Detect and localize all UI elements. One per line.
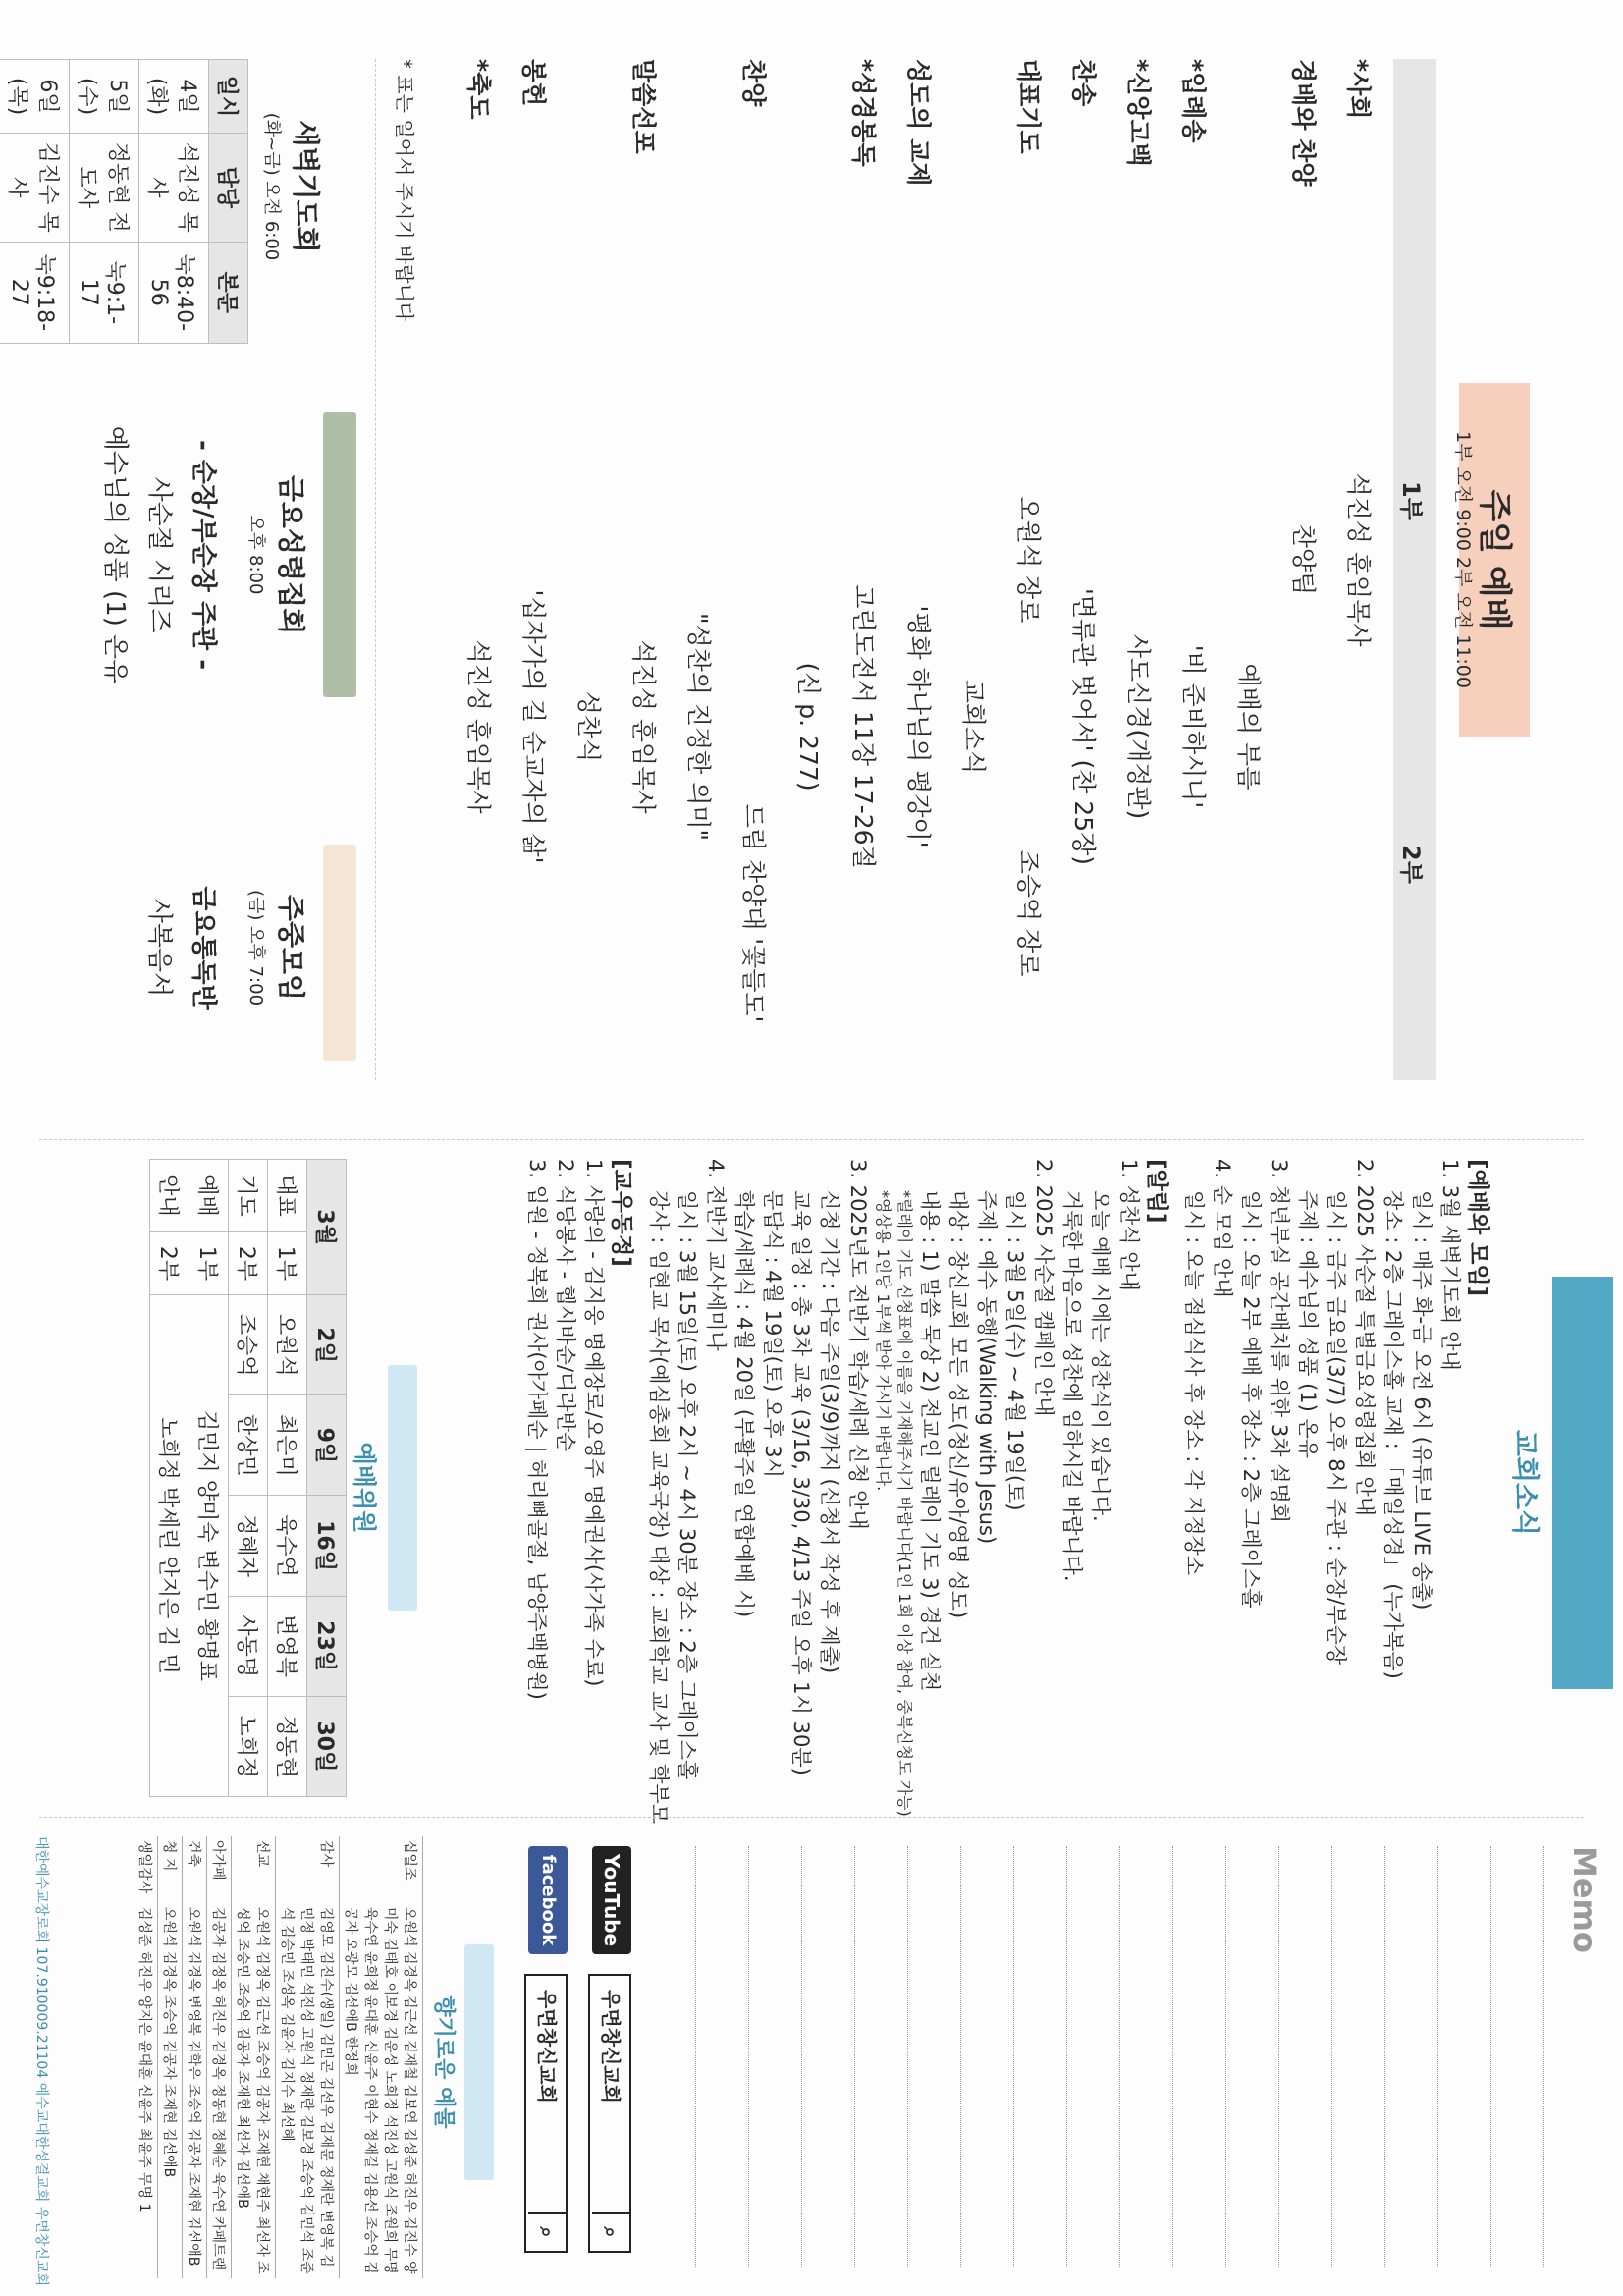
- worship-row: [502, 59, 553, 1080]
- offering-row: [207, 1836, 232, 2278]
- servers-date: 23일: [307, 1596, 347, 1696]
- offering-row: [340, 1836, 423, 2278]
- news-item-detail: 장소 : 2층 그레이스홀 교재 : 「매일성경」 (누가복음): [1381, 1190, 1405, 1679]
- worship-row-label: *축도: [464, 59, 493, 120]
- memo-line: [854, 1846, 855, 2267]
- dawn-cell: 정동현 전도사: [70, 134, 139, 242]
- dawn-row: [0, 60, 70, 344]
- weekend-line2: 사복음서: [144, 898, 174, 998]
- notice-detail: 교육 일정 : 총 3차 교육 (3/16, 3/30, 4/13 주일 오후 1시 30분): [789, 1190, 813, 1776]
- youtube-logo: [592, 1846, 631, 1954]
- dawn-header-cell: 본문: [209, 242, 248, 343]
- news-item-detail: 일시 : 오늘 2부 예배 후 장소 : 2층 그레이스홀: [1239, 1190, 1263, 1609]
- worship-row-center: '면류관 벗어서' (찬 25장): [1069, 587, 1098, 866]
- worship-row-center: 사도신경(개정판): [1124, 633, 1153, 820]
- worship-row-center: 석진성 훈임목사: [464, 639, 493, 814]
- friday-time: 오후 8:00: [245, 515, 266, 595]
- offerings-table: [134, 1836, 423, 2278]
- worship-row-label: *성경봉독: [849, 59, 878, 167]
- offering-names: 오원석 김경옥 조승억 김공자 조재현 김선애B: [158, 1903, 183, 2278]
- worship-row: [1107, 59, 1158, 1080]
- servers-cell: 정동현: [268, 1696, 307, 1796]
- worship-row: [557, 59, 608, 1080]
- search-icon[interactable]: ⌕: [592, 2212, 629, 2251]
- memo-line: [748, 1846, 749, 2267]
- servers-service: 2부: [229, 1231, 268, 1294]
- offering-label: 생일감사: [134, 1836, 158, 1903]
- worship-row-label: 말씀선포: [629, 59, 658, 154]
- worship-col1: 1부: [1397, 481, 1425, 520]
- servers-header-row: [307, 1160, 347, 1797]
- dawn-cell: 김진수 목사: [0, 134, 70, 242]
- servers-row: [229, 1160, 268, 1797]
- offering-names: 김성준 허진우 양지은 윤대훈 신윤주 최윤주 무명 1: [134, 1903, 158, 2278]
- weekend-line1: 금요통독반: [189, 886, 218, 1010]
- memo-line: [1384, 1846, 1385, 2267]
- worship-times: 1부 오전 9:00 2부 오전 11:00: [1452, 431, 1474, 688]
- servers-group: 기도: [229, 1160, 268, 1232]
- servers-date: 30일: [307, 1696, 347, 1796]
- dawn-header-cell: 담당: [209, 134, 248, 242]
- servers-group: 대표: [268, 1160, 307, 1232]
- dawn-cell: 눅9:18-27: [0, 242, 70, 343]
- weekend-time: (금) 오후 7:00: [245, 889, 266, 1007]
- servers-group: 안내: [150, 1160, 189, 1232]
- flowers-pill: [464, 1944, 494, 2180]
- worship-col2: 2부: [1397, 845, 1425, 884]
- worship-row: [887, 59, 938, 1080]
- worship-row: [667, 59, 718, 1080]
- dawn-cell: 5일(수): [70, 60, 139, 134]
- servers-date: 16일: [307, 1496, 347, 1596]
- servers-cell: 육수연: [268, 1496, 307, 1596]
- news-item-title: 2. 2025 사순절 특별금요성령집회 안내: [1353, 1159, 1377, 1516]
- news-item-detail: 일시 : 매주 화-금 오전 6시 (유튜브 LIVE 송출): [1410, 1190, 1434, 1611]
- worship-row: [612, 59, 663, 1080]
- worship-column: [0, 0, 1623, 1139]
- worship-row-center: '비 준비하시니': [1179, 644, 1208, 809]
- memo-line: [907, 1846, 908, 2267]
- notice-detail: 내용 : 1) 말씀 묵상 2) 전교인 릴레이 기도 3) 경건 실천: [918, 1190, 942, 1692]
- offering-label: 아가페: [207, 1836, 232, 1903]
- notice-title: 2. 2025 사순절 캠페인 안내: [1032, 1159, 1055, 1417]
- youtube-logo-text: YouTube: [600, 1853, 623, 1947]
- servers-date: 2일: [307, 1295, 347, 1395]
- dawn-table: [0, 59, 248, 344]
- notice-footnote: *영상용 1인당 1부씩 받아 가시기 바랍니다.: [874, 1190, 893, 1492]
- worship-row-label: 찬양: [739, 59, 768, 107]
- notice-detail: 일시 : 3월 15일(토) 오후 2시 ~ 4시 30분 장소 : 2층 그레이스홀: [676, 1190, 699, 1780]
- news-item-title: 4. 순 모임 안내: [1211, 1159, 1234, 1298]
- news-item-title: 1. 3월 새벽기도회 안내: [1438, 1159, 1462, 1371]
- memo-line: [1172, 1846, 1173, 2267]
- friday-line3: 예수님의 성품 (1) 온유: [100, 425, 130, 684]
- offering-label: 청 지: [158, 1836, 183, 1903]
- dawn-cell: 6일(목): [0, 60, 70, 134]
- worship-row: [1326, 59, 1378, 1080]
- servers-wide-cell: 노희정 박세린 안지은 김 민: [150, 1295, 189, 1797]
- worship-row-label: 봉헌: [519, 59, 548, 107]
- worship-row: [997, 59, 1048, 1080]
- worship-row-label: *사회: [1344, 59, 1373, 120]
- news-item-title: 3. 청년부실 공간배치를 위한 3차 설명회: [1268, 1159, 1291, 1524]
- notice-footnote: *릴레이 기도 신청표에 이름을 기재해주시기 바랍니다(1인 1회 이상 참여, 중복신청도 가능): [895, 1190, 914, 1817]
- servers-cell: 한상민: [229, 1395, 268, 1496]
- memo-line: [1119, 1846, 1120, 2267]
- offering-row: [134, 1836, 158, 2278]
- worship-row-part1: 오원석 장로: [1014, 496, 1043, 624]
- notice-detail: 강사 : 임현교 목사(예심총회 교육국장) 대상 : 교회학교 교사 및 학부모: [647, 1190, 671, 1825]
- notice-detail: 대상 : 창신교회 모든 성도(청신/유아/영명 성도): [947, 1190, 970, 1619]
- news-section-heading: [교우동정]: [609, 1159, 634, 1267]
- notice-title: 1. 성찬식 안내: [1117, 1159, 1141, 1291]
- news-banner: [1552, 1277, 1613, 1689]
- offering-row: [158, 1836, 183, 2278]
- notice-detail: 주제 : 예수 동행(Walking with Jesus): [975, 1190, 999, 1545]
- offering-names: 김영모 김진수(생일) 김민곤 김선우 김재문 정재란 변영복 김민정 박태민 석진성 고원식 정재란 김보경 조승억 김민석 조준석 김승민 조성옥 김윤자 김지수 최선혜: [276, 1903, 340, 2278]
- offering-label: 선교: [232, 1836, 276, 1903]
- news-section-heading: [예배와 모임]: [1465, 1159, 1490, 1297]
- servers-row: [189, 1160, 229, 1797]
- worship-row-center: 고린도전서 11장 17-26절: [849, 584, 878, 869]
- servers-cell: 정혜자: [229, 1496, 268, 1596]
- facebook-search-box[interactable]: [524, 1974, 568, 2253]
- worship-row: [1162, 59, 1213, 1080]
- member-news-item: 1. 사랑의 - 김지웅 명예장로/오영주 명예권사(사가족 수료): [582, 1159, 606, 1687]
- friday-pill: [323, 412, 356, 697]
- memo-line: [960, 1846, 961, 2267]
- worship-row: [777, 59, 828, 1080]
- flowers-title: 향기로운 예물: [431, 1995, 456, 2129]
- notice-detail: 문답식 : 4월 19일(토) 오후 3시: [761, 1190, 784, 1478]
- worship-row-part1: 석진성 훈임목사: [1344, 472, 1373, 647]
- servers-cell: 노희정: [229, 1696, 268, 1796]
- worship-row-label: 대표기도: [1014, 59, 1043, 154]
- facebook-search-text: 우면창신교회: [535, 1990, 559, 2104]
- divider: [375, 59, 376, 1080]
- servers-cell: 조승억: [229, 1295, 268, 1395]
- servers-row: [268, 1160, 307, 1797]
- offering-names: 오원석 김경옥 변영복 김학은 조승억 김공자 조재현 김선애B: [183, 1903, 207, 2278]
- dawn-cell: 눅9:1-17: [70, 242, 139, 343]
- friday-line1: - 순장/부순장 주관 -: [189, 439, 218, 671]
- servers-cell: 오원석: [268, 1295, 307, 1395]
- notice-detail: 학습/세례식 : 4월 20일 (부활주일 연합예배 시): [732, 1190, 756, 1618]
- worship-row-label: 찬송: [1069, 59, 1098, 107]
- offering-row: [232, 1836, 276, 2278]
- weekend-title: 주중모임: [275, 894, 307, 1002]
- servers-cell: 최은미: [268, 1395, 307, 1496]
- worship-row: [1271, 59, 1323, 1080]
- worship-row: [722, 59, 773, 1080]
- memo-line: [1013, 1846, 1014, 2267]
- news-list: [522, 1159, 1500, 1825]
- servers-cell: 사동명: [229, 1596, 268, 1696]
- offering-row: [183, 1836, 207, 2278]
- weekend-pill: [323, 845, 356, 1061]
- notice-detail: 일시 : 3월 5일(수) ~ 4월 19일(토): [1003, 1190, 1027, 1511]
- servers-cell: 변영복: [268, 1596, 307, 1696]
- offering-label: 감사: [276, 1836, 340, 1903]
- dawn-header-cell: 일시: [209, 60, 248, 134]
- friday-line2: 사순절 시리즈: [144, 476, 174, 633]
- notice-detail: 오늘 예배 시에는 성찬식이 있습니다.: [1089, 1190, 1112, 1522]
- worship-row-part2: 드림 찬양대 '꽃들도': [739, 803, 768, 1023]
- worship-row-center: 교회소식: [959, 679, 988, 775]
- memo-line: [1278, 1846, 1279, 2267]
- news-item-detail: 일시 : 오늘 점심식사 후 장소 : 각 지정장소: [1182, 1190, 1206, 1576]
- offering-row: [276, 1836, 340, 2278]
- youtube-search-box[interactable]: [588, 1974, 631, 2253]
- facebook-logo-text: facebook: [538, 1854, 559, 1946]
- memo-title: Memo: [1566, 1846, 1603, 1953]
- notice-title: 3. 2025년도 전반기 학습/세례 신청 안내: [846, 1159, 870, 1530]
- friday-title: 금요성령집회: [275, 474, 307, 635]
- offering-label: 건축: [183, 1836, 207, 1903]
- servers-service: 1부: [268, 1231, 307, 1294]
- dawn-header-row: [209, 60, 248, 344]
- dawn-cell: 석진성 목사: [139, 134, 209, 242]
- worship-title: 주일 예배: [1475, 489, 1514, 630]
- servers-wide-cell: 김민지 양미숙 변수민 황명표: [189, 1295, 229, 1797]
- memo-line: [1225, 1846, 1226, 2267]
- worship-row-center: '평화 하나님의 평강이': [904, 605, 933, 848]
- worship-row: [447, 59, 498, 1080]
- worship-row-label: 성도의 교제: [904, 59, 933, 187]
- notice-detail: 신청 기간 : 다음 주일(3/9)까지 (신청서 작성 후 제출): [818, 1190, 841, 1674]
- dawn-row: [139, 60, 209, 344]
- worship-row-label: *입례송: [1179, 59, 1208, 143]
- search-icon[interactable]: ⌕: [528, 2212, 566, 2251]
- servers-row: [150, 1160, 189, 1797]
- worship-row-part2: 조승억 장로: [1014, 849, 1043, 977]
- servers-title: 예배위원: [351, 1442, 378, 1534]
- worship-row-part1: 찬양팀: [1289, 523, 1318, 596]
- memo-line: [801, 1846, 802, 2267]
- memo-line: [695, 1846, 696, 2267]
- memo-column: [0, 1817, 1623, 2296]
- standing-note: * 표는 일어서 주시기 바랍니다: [393, 59, 416, 322]
- worship-row-label: *신앙고백: [1124, 59, 1153, 167]
- offering-names: 김공자 김정옥 허진우 김경옥 정동현 정혜순 육수연 카페트랜: [207, 1903, 232, 2278]
- worship-row-center: 예배의 부름: [1234, 663, 1263, 791]
- dawn-row: [70, 60, 139, 344]
- dawn-cell: 4일(화): [139, 60, 209, 134]
- worship-row-center: '십자가의 길 순교자의 삶': [519, 589, 548, 864]
- servers-service: 1부: [189, 1231, 229, 1294]
- facebook-logo: [528, 1846, 568, 1954]
- servers-month: 3월: [307, 1160, 347, 1295]
- dawn-time: (화~금) 오전 6:00: [261, 112, 282, 261]
- worship-row: [832, 59, 883, 1080]
- worship-row-center: "성찬의 진정한 의미": [684, 612, 713, 842]
- offering-label: 십일조: [340, 1836, 423, 1903]
- servers-service: 2부: [150, 1231, 189, 1294]
- servers-pill: [388, 1365, 417, 1611]
- worship-row: [942, 59, 993, 1080]
- servers-date: 9일: [307, 1395, 347, 1496]
- member-news-item: 2. 식당봉사 - 헵시바순/디라반순: [554, 1159, 577, 1452]
- memo-line: [1066, 1846, 1067, 2267]
- notice-title: 4. 전반기 교사세미나: [704, 1159, 728, 1351]
- dawn-cell: 눅8:40-56: [139, 242, 209, 343]
- dawn-title: 새벽기도회: [290, 120, 322, 253]
- notice-detail: 거룩한 마음으로 성찬에 임하시길 바랍니다.: [1060, 1190, 1084, 1582]
- servers-table: [149, 1159, 347, 1797]
- news-title: 교회소식: [1509, 1429, 1542, 1537]
- member-news-item: 3. 입원 - 정복희 권사(아가페순 | 허리뼈골절, 남양주백병원): [525, 1159, 549, 1700]
- offering-names: 오원석 김정옥 김근선 조승억 김공자 조재현 채현주 최선자 조성억 조승민 조승억 김공자 조재현 최선자 김선애B: [232, 1903, 276, 2278]
- memo-line: [1543, 1846, 1544, 2267]
- news-section-heading: [알림]: [1144, 1159, 1169, 1224]
- memo-line: [1331, 1846, 1332, 2267]
- news-item-detail: 주제 : 예수님의 성품 (1) 온유: [1296, 1190, 1320, 1459]
- worship-row-center: 성찬식: [574, 690, 603, 763]
- youtube-search-text: 우면창신교회: [599, 1990, 622, 2104]
- footer-account: 대한예수교장로회 107.910009.21104 예수교대한성결교회 우면창신교회: [33, 1836, 49, 2286]
- servers-group: 예배: [189, 1160, 229, 1232]
- news-item-detail: 일시 : 금주 금요일(3/7) 오후 8시 주관 : 순장/부순장: [1325, 1190, 1348, 1666]
- memo-line: [1437, 1846, 1438, 2267]
- worship-row-center: 석진성 훈임목사: [629, 639, 658, 814]
- offering-names: 오원석 김경옥 김근선 김재철 김보연 김성준 허진우 김진수 양미숙 김태호 이보경 김운성 노희정 석진성 고원식 조원희 무명 육수연 윤희정 윤대훈 신윤주 이현수 정재길 김용선 조승억 김공자 오광모 김선애B 한정희: [340, 1903, 423, 2278]
- news-column: [0, 1139, 1623, 1825]
- worship-row-label: 경배와 찬양: [1289, 59, 1318, 187]
- worship-row: [1217, 59, 1268, 1080]
- worship-row: [1052, 59, 1103, 1080]
- worship-row-center: (신 p. 277): [794, 662, 823, 792]
- memo-line: [1490, 1846, 1491, 2267]
